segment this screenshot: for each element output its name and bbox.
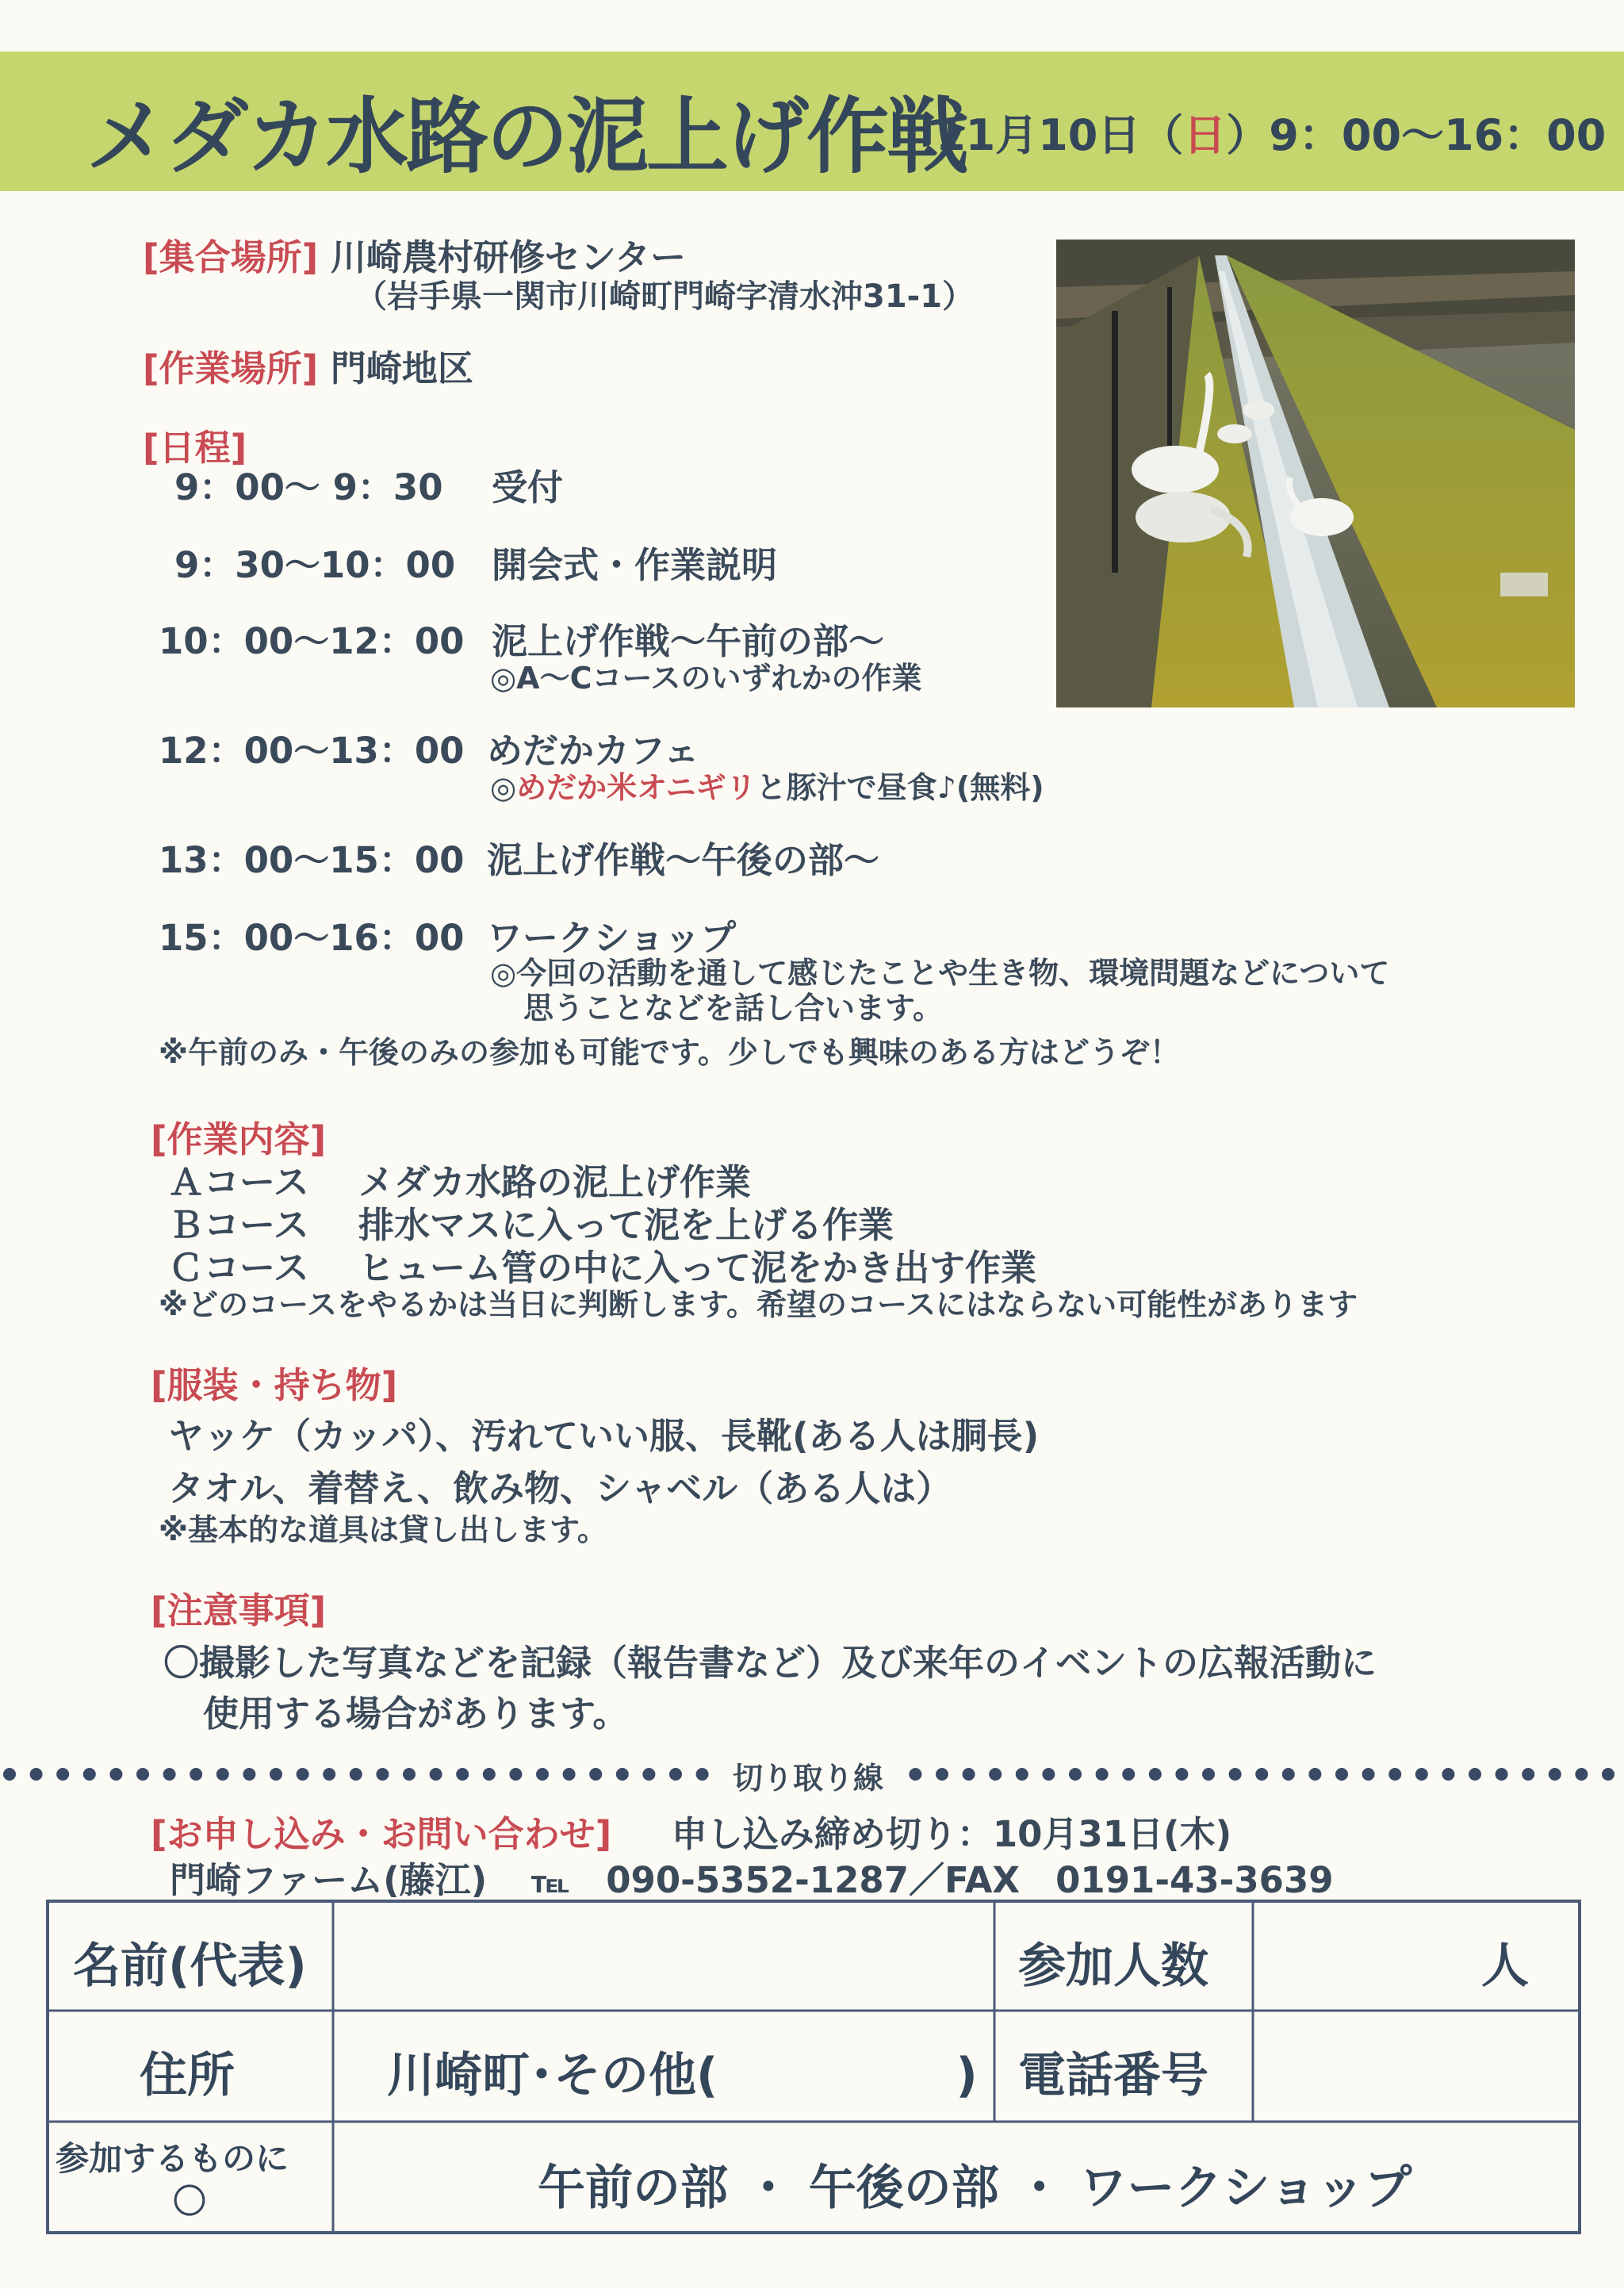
contact-label: [お申し込み・お問い合わせ]: [151, 1813, 612, 1855]
schedule-time-6: 15：00〜16：00: [159, 917, 465, 959]
cut-dot: [190, 1768, 202, 1781]
cut-dot: [1388, 1768, 1401, 1781]
cut-dot: [216, 1768, 229, 1781]
schedule-time-5: 13：00〜15：00: [159, 839, 465, 881]
address-label: 住所: [140, 2048, 235, 2103]
cut-dot: [1335, 1768, 1348, 1781]
cut-dot: [589, 1768, 602, 1781]
worksite-label: [作業場所]: [143, 347, 319, 389]
caution-label: [注意事項]: [151, 1589, 327, 1631]
cut-dot: [1229, 1768, 1242, 1781]
schedule-note-6b: 思うことなどを話し合います。: [523, 991, 943, 1026]
course-a-name: Ａコース: [168, 1161, 309, 1203]
schedule-event-5: 泥上げ作戦〜午後の部〜: [487, 839, 880, 881]
cut-dot: [963, 1768, 975, 1781]
cut-dot: [563, 1768, 576, 1781]
cut-dot: [1282, 1768, 1295, 1781]
participate-options[interactable]: 午前の部 ・ 午後の部 ・ ワークショップ: [538, 2161, 1412, 2216]
cut-dot: [1415, 1768, 1428, 1781]
cut-dot: [1255, 1768, 1268, 1781]
schedule-event-4: めだかカフェ: [487, 730, 699, 772]
date-weekday: 日: [1183, 110, 1227, 160]
cut-dot: [403, 1768, 416, 1781]
tel-label: ℡: [530, 1865, 570, 1900]
cut-dot: [30, 1768, 43, 1781]
cut-dot: [376, 1768, 389, 1781]
meeting-value: 川崎農村研修センター: [330, 236, 687, 278]
work-footnote: ※どのコースをやるかは当日に判断します。希望のコースにはならない可能性があります: [159, 1287, 1358, 1322]
cut-dot: [430, 1768, 442, 1781]
cut-dot: [243, 1768, 255, 1781]
cut-dot: [83, 1768, 96, 1781]
application-form: [46, 1900, 1581, 2234]
cut-dot: [1496, 1768, 1508, 1781]
cut-dot: [1442, 1768, 1454, 1781]
cut-dot: [350, 1768, 362, 1781]
phone-field[interactable]: [1256, 2014, 1576, 2118]
work-label: [作業内容]: [151, 1118, 327, 1160]
cut-dot: [936, 1768, 948, 1781]
cut-dot: [1362, 1768, 1375, 1781]
cut-dot: [1308, 1768, 1321, 1781]
cut-dot: [323, 1768, 335, 1781]
worksite-value: 門崎地区: [330, 347, 473, 389]
name-label: 名前(代表): [73, 1938, 307, 1994]
participate-label: 参加するものに: [56, 2139, 289, 2178]
phone-label: 電話番号: [1018, 2048, 1208, 2103]
cut-dot: [1522, 1768, 1534, 1781]
cut-dot: [456, 1768, 469, 1781]
clothing-label: [服装・持ち物]: [151, 1364, 398, 1406]
caution-line-2: 使用する場合があります。: [203, 1693, 629, 1735]
cut-dot: [3, 1768, 16, 1781]
schedule-event-6: ワークショップ: [487, 917, 737, 959]
cut-dot: [909, 1768, 921, 1781]
course-c-name: Ｃコース: [168, 1247, 309, 1289]
schedule-note-3: ◎A〜Cコースのいずれかの作業: [490, 661, 922, 696]
cut-dot: [297, 1768, 309, 1781]
cut-dot: [1469, 1768, 1481, 1781]
course-b-desc: 排水マスに入って泥を上げる作業: [358, 1204, 894, 1246]
meeting-label: [集合場所]: [143, 236, 319, 278]
cut-dot: [536, 1768, 549, 1781]
clothing-line-1: ヤッケ（カッパ）、汚れていい服、長靴(ある人は胴長): [168, 1415, 1040, 1457]
course-a-desc: メダカ水路の泥上げ作業: [358, 1161, 752, 1203]
cut-dot: [1549, 1768, 1561, 1781]
page-title: メダカ水路の泥上げ作戦: [86, 88, 967, 185]
cut-dot: [1016, 1768, 1028, 1781]
schedule-time-2: 9：30〜10：00: [174, 544, 456, 586]
cut-dot: [1202, 1768, 1215, 1781]
org-name: 門崎ファーム(藤江): [170, 1859, 488, 1901]
name-field[interactable]: [336, 1904, 991, 2007]
event-date: 11月10日（日）9：00〜16：00: [936, 110, 1607, 160]
cut-dot: [270, 1768, 282, 1781]
cut-dot: [163, 1768, 176, 1781]
cut-dot: [1602, 1768, 1614, 1781]
cut-dot: [1096, 1768, 1109, 1781]
cut-dot: [1575, 1768, 1588, 1781]
schedule-time-4: 12：00〜13：00: [159, 730, 465, 772]
count-unit: 人: [1481, 1938, 1529, 1994]
course-c-desc: ヒューム管の中に入って泥をかき出す作業: [358, 1247, 1037, 1289]
cut-dot: [669, 1768, 682, 1781]
caution-line-1: 〇撮影した写真などを記録（報告書など）及び来年のイベントの広報活動に: [163, 1642, 1377, 1684]
cut-dot: [616, 1768, 629, 1781]
deadline: 申し込み締め切り：10月31日(木): [671, 1813, 1232, 1855]
phone-numbers: 090-5352-1287／FAX 0191-43-3639: [606, 1859, 1334, 1901]
clothing-footnote: ※基本的な道具は貸し出します。: [159, 1513, 607, 1547]
schedule-time-1: 9：00〜 9：30: [174, 466, 443, 508]
cut-dot: [989, 1768, 1002, 1781]
cut-dot: [1149, 1768, 1162, 1781]
schedule-footnote: ※午前のみ・午後のみの参加も可能です。少しでも興味のある方はどうぞ！: [159, 1035, 1180, 1070]
cut-dot: [1042, 1768, 1055, 1781]
worksite: [143, 339, 473, 391]
cut-dot: [696, 1768, 709, 1781]
contact-row: [151, 1805, 1231, 1857]
schedule-time-3: 10：00〜12：00: [159, 620, 465, 662]
schedule-label: [日程]: [143, 427, 247, 469]
address-field[interactable]: 川崎町･その他( ): [387, 2048, 978, 2103]
cut-dot: [1069, 1768, 1082, 1781]
cut-dot: [509, 1768, 522, 1781]
cut-dot: [109, 1768, 122, 1781]
course-b-name: Ｂコース: [168, 1204, 309, 1246]
schedule-event-1: 受付: [492, 466, 564, 508]
clothing-line-2: タオル、着替え、飲み物、シャベル（ある人は）: [168, 1467, 952, 1509]
contact-info: [170, 1851, 1334, 1903]
schedule-event-2: 開会式・作業説明: [492, 544, 778, 586]
cut-dot: [483, 1768, 496, 1781]
schedule-note-4: ◎めだか米オニギリと豚汁で昼食♪(無料): [490, 770, 1044, 805]
schedule-note-6: ◎今回の活動を通して感じたことや生き物、環境問題などについて: [490, 956, 1390, 991]
highlight-rice-ball: めだか米オニギリ: [516, 770, 756, 805]
participate-circle: 〇: [173, 2182, 207, 2221]
cut-line-label: 切り取り線: [723, 1754, 893, 1797]
schedule-event-3: 泥上げ作戦〜午前の部〜: [492, 620, 885, 662]
cut-dot: [56, 1768, 69, 1781]
cut-dot: [642, 1768, 655, 1781]
swan-photo: [1056, 240, 1575, 707]
cut-dot: [1122, 1768, 1135, 1781]
count-label: 参加人数: [1018, 1938, 1208, 1994]
meeting-address: （岩手県一関市川崎町門崎字清水沖31-1）: [355, 278, 975, 315]
cut-dot: [136, 1768, 149, 1781]
cut-dot: [1175, 1768, 1188, 1781]
